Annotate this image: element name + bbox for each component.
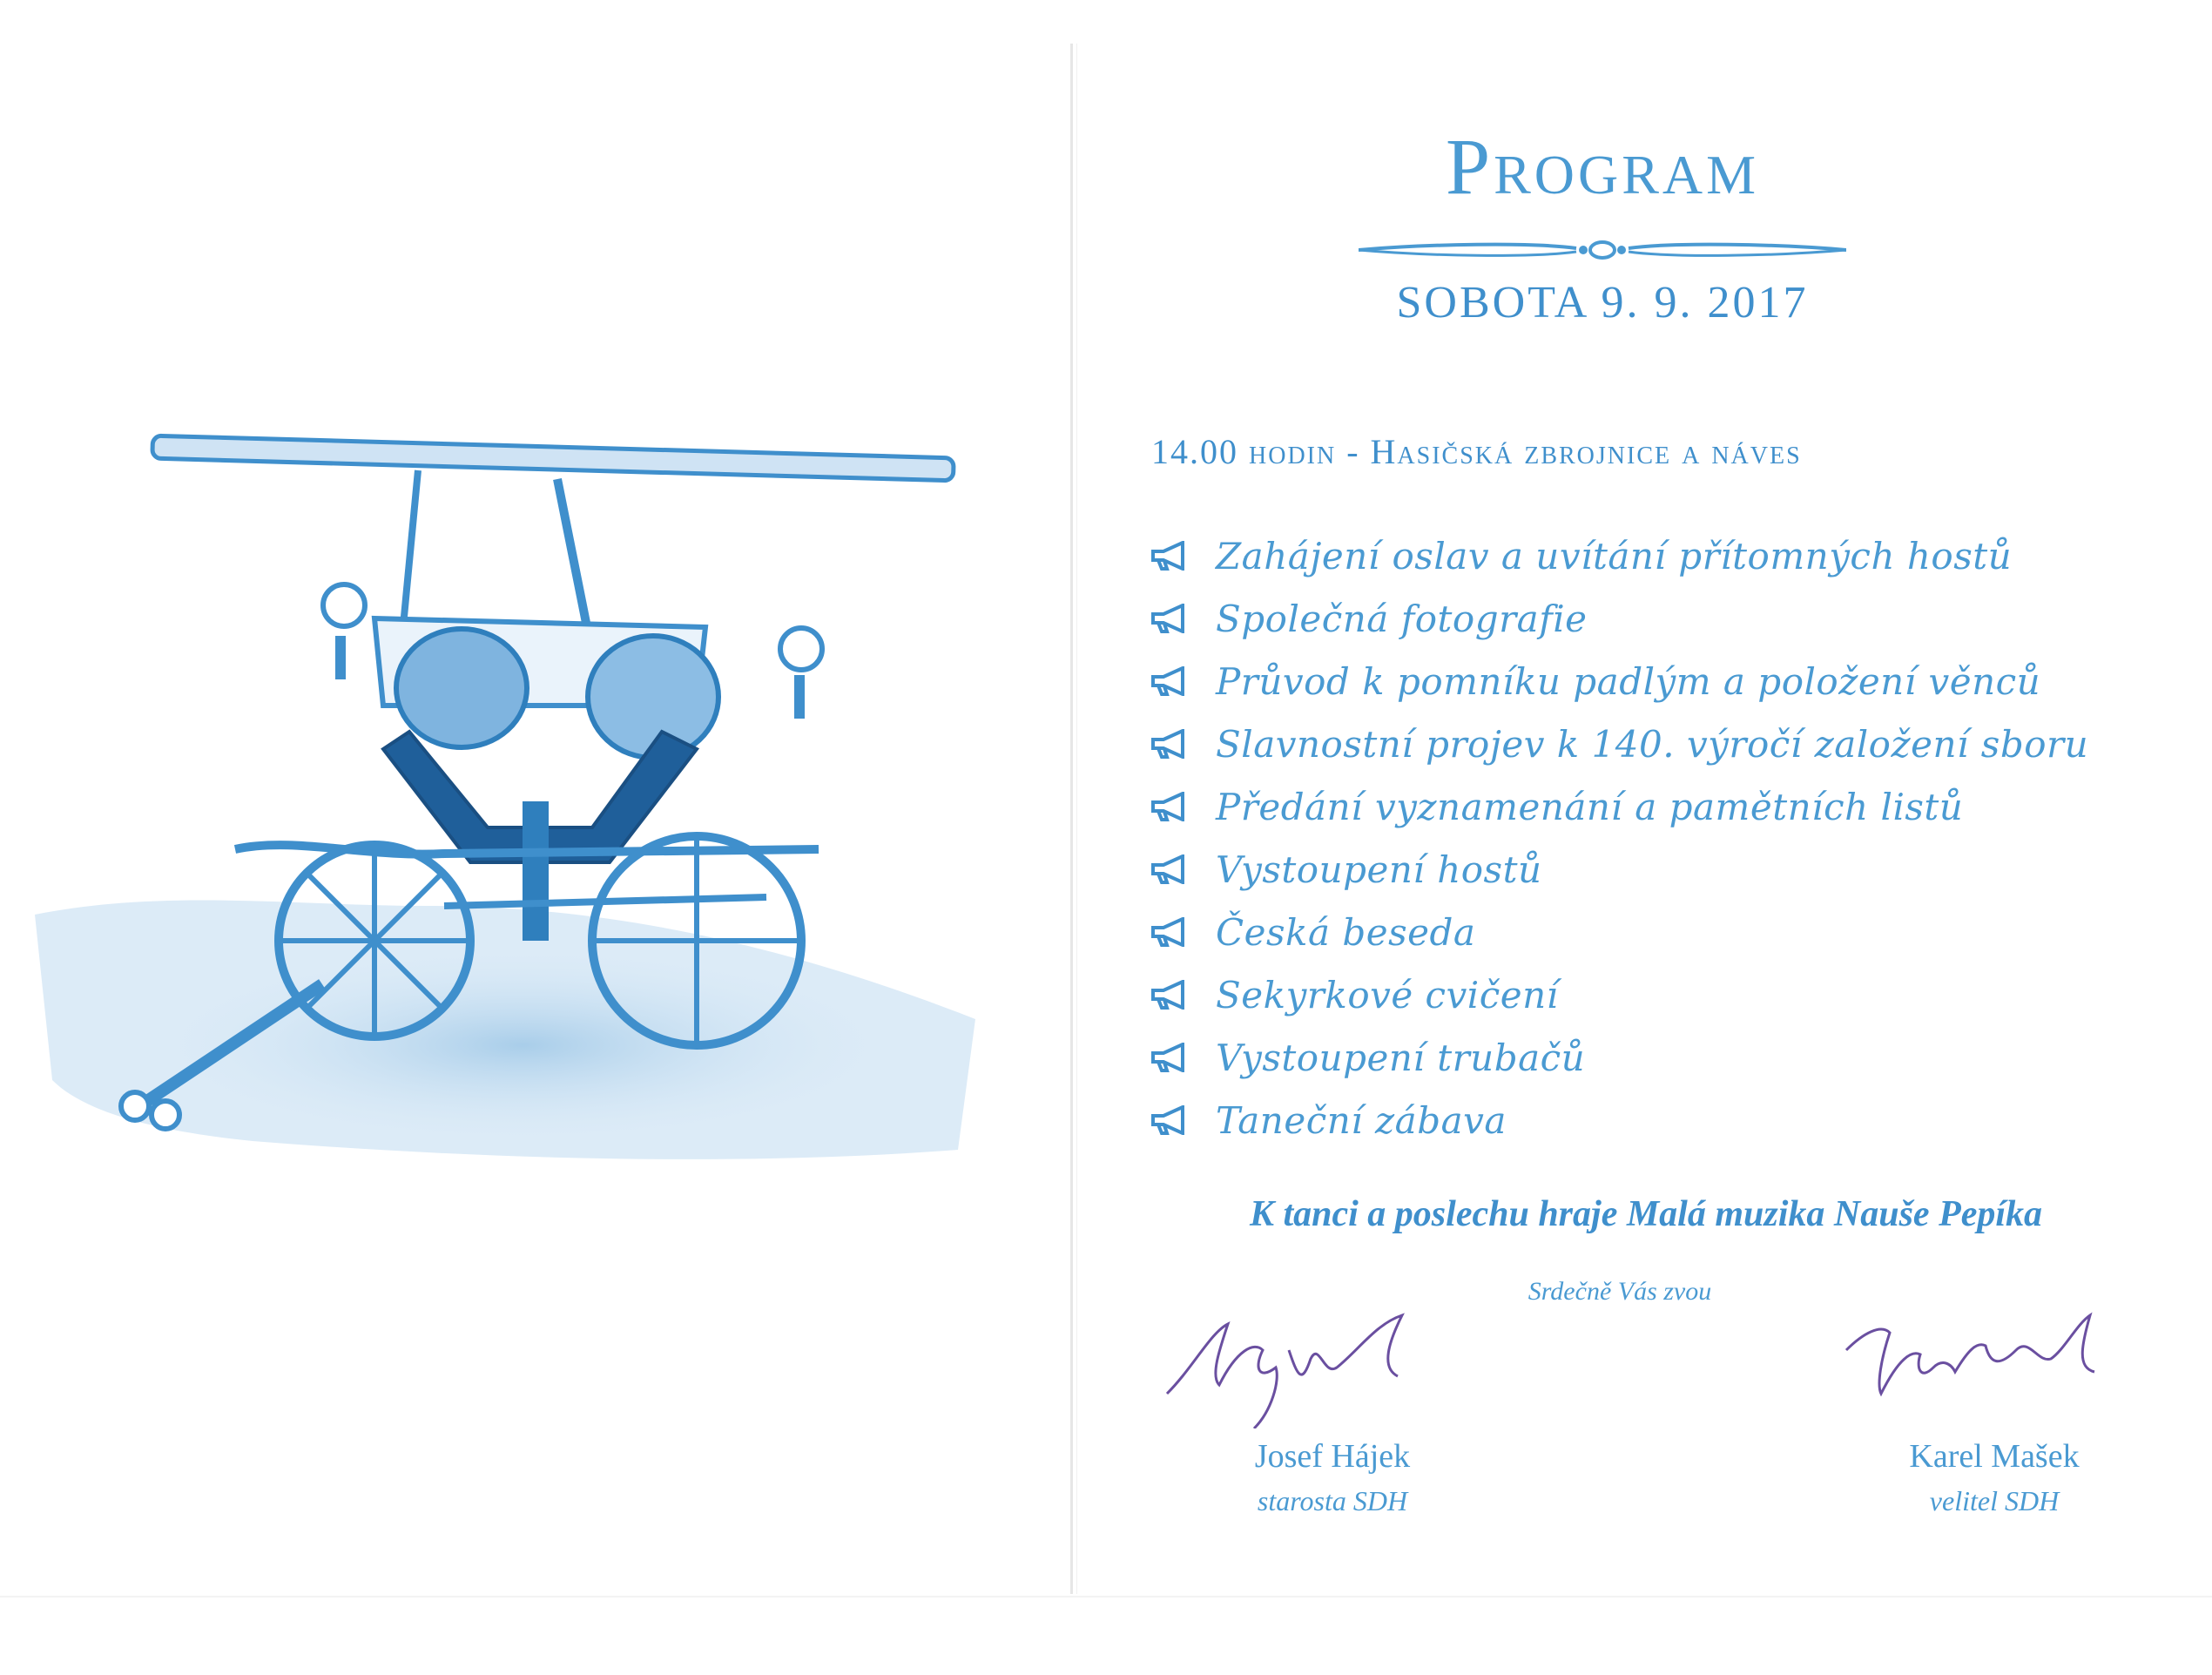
megaphone-icon — [1150, 541, 1190, 571]
list-item — [1150, 524, 2088, 587]
music-note: K tanci a poslechu hraje Malá muzika Nauše Pepíka — [1249, 1194, 2043, 1234]
list-item — [1150, 650, 2088, 713]
list-item — [1150, 963, 2088, 1026]
list-item — [1150, 775, 2088, 838]
list-item — [1150, 901, 2088, 963]
invitation-line: Srdečně Vás zvou — [1527, 1277, 1712, 1306]
signature-hajek — [1158, 1298, 1437, 1428]
list-item — [1150, 838, 2088, 901]
center-fold — [1070, 44, 1073, 1594]
signatory-role: starosta SDH — [1257, 1485, 1408, 1516]
program-item-text: Zahájení oslav a uvítání přítomných hostů — [1216, 534, 2013, 577]
list-item — [1150, 1089, 2088, 1152]
signatory-name: Josef Hájek — [1254, 1438, 1411, 1475]
program-item-text: Průvod k pomníku padlým a položení věnců — [1216, 659, 2041, 703]
program-item-text: Vystoupení trubačů — [1216, 1036, 1586, 1079]
signatory-name: Karel Mašek — [1909, 1438, 2080, 1475]
megaphone-icon — [1150, 1043, 1190, 1072]
megaphone-icon — [1150, 666, 1190, 696]
megaphone-icon — [1150, 917, 1190, 947]
fire-pump-cart-icon — [35, 418, 993, 1185]
center-fold-shadow — [1076, 44, 1077, 1594]
program-list — [1150, 524, 2088, 1152]
time-and-place-heading: 14.00 hodin - Hasičská zbrojnice a náves — [1151, 432, 1802, 471]
program-item-text: Sekyrkové cvičení — [1216, 973, 1559, 1016]
megaphone-icon — [1150, 854, 1190, 884]
program-item-text: Společná fotografie — [1216, 597, 1588, 640]
megaphone-icon — [1150, 604, 1190, 633]
megaphone-icon — [1150, 1105, 1190, 1135]
program-item-text: Česká beseda — [1216, 910, 1476, 954]
program-page — [1080, 0, 2212, 1675]
signature-masek — [1829, 1298, 2107, 1428]
program-item-text: Slavnostní projev k 140. výročí založení sboru — [1216, 722, 2089, 766]
program-item-text: Taneční zábava — [1216, 1098, 1507, 1142]
list-item — [1150, 713, 2088, 775]
megaphone-icon — [1150, 792, 1190, 821]
signatory-role: velitel SDH — [1929, 1485, 2060, 1516]
list-item — [1150, 1026, 2088, 1089]
list-item — [1150, 587, 2088, 650]
megaphone-icon — [1150, 980, 1190, 1010]
megaphone-icon — [1150, 729, 1190, 759]
program-item-text: Vystoupení hostů — [1216, 848, 1542, 891]
ornament-divider-icon — [1359, 235, 1846, 265]
program-title: Program — [1445, 122, 1760, 211]
event-date: SOBOTA 9. 9. 2017 — [1396, 278, 1809, 328]
program-item-text: Předání vyznamenání a pamětních listů — [1216, 785, 1964, 828]
